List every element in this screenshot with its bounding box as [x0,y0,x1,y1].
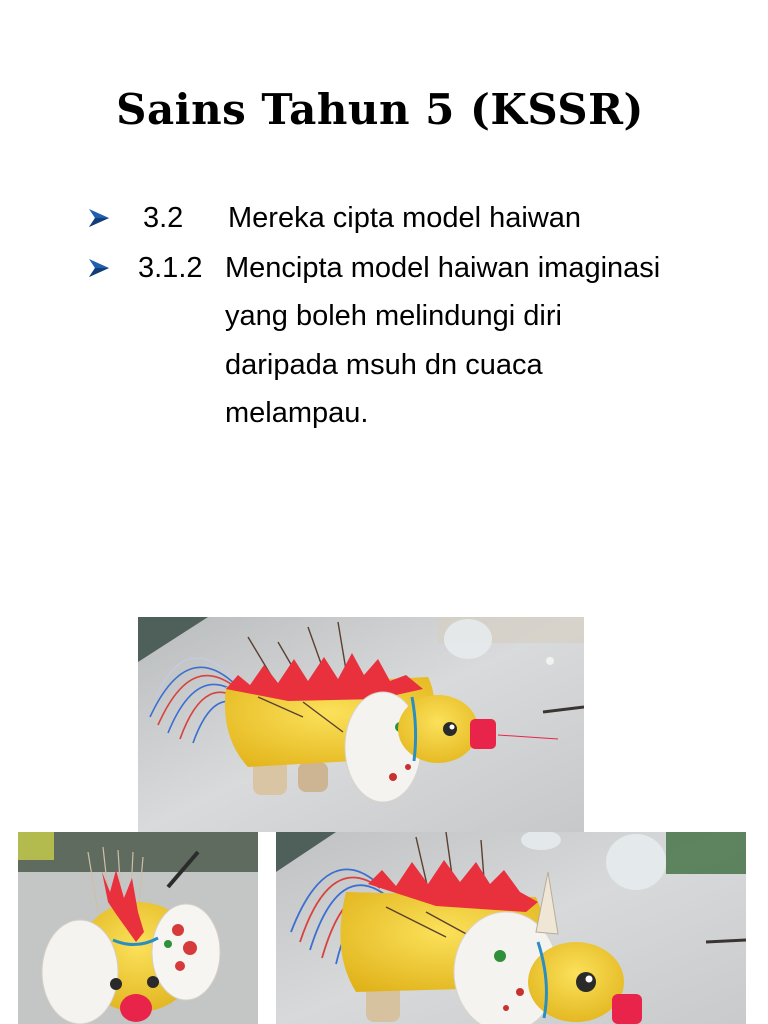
bullet-continuation [0,394,768,434]
bullet-text: melampau. [225,397,369,429]
photo-model-side-closeup [276,832,746,1024]
model-illustration [276,832,746,1024]
bullet-item [0,199,768,239]
bullet-text: Mencipta model haiwan imaginasi [225,252,661,284]
bullet-text: yang boleh melindungi diri [225,300,562,332]
red-bottle-cap [120,994,152,1022]
white-round-card-left [42,920,118,1024]
model-illustration [18,832,258,1024]
arrow-bullet-icon [88,257,110,279]
slide-title: Sains Tahun 5 (KSSR) [116,85,644,134]
red-bottle-cap [470,719,496,749]
bullet-item [0,249,768,289]
bullet-text: daripada msuh dn cuaca [225,349,543,381]
photo-model-side-view [138,617,584,832]
bottle-head [398,695,478,763]
bullet-continuation [0,346,768,386]
pencil [706,940,746,942]
plastic-bottle [444,619,492,659]
photo-model-front-view [18,832,258,1024]
plastic-bottle [606,834,666,890]
bullet-number: 3.2 [143,202,184,234]
model-illustration [138,617,584,832]
bullet-number: 3.1.2 [138,252,203,284]
bullet-continuation [0,297,768,337]
arrow-bullet-icon [88,207,110,229]
red-bottle-cap [612,994,642,1024]
bullet-text: Mereka cipta model haiwan [228,202,582,234]
